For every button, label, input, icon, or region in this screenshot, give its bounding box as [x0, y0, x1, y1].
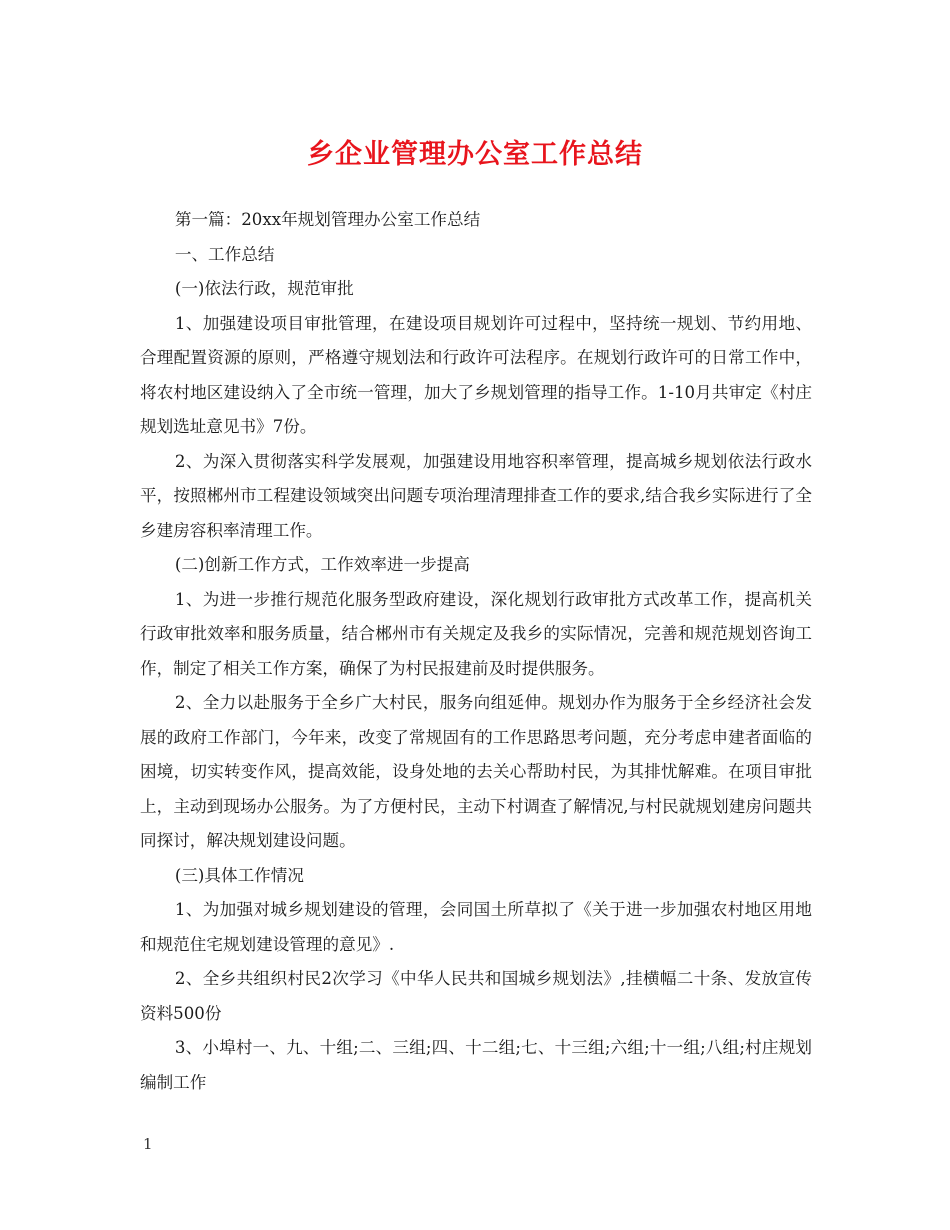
document-title: 乡企业管理办公室工作总结 — [307, 139, 643, 170]
body-paragraph: 1、加强建设项目审批管理，在建设项目规划许可过程中，坚持统一规划、节约用地、合理配置资源的原则，严格遵守规划法和行政许可法程序。在规划行政许可的日常工作中，将农村地区建设纳入了全市统一管理，加大了乡规划管理的指导工作。1-10月共审定《村庄规划选址意见书》7份。 — [140, 313, 812, 436]
body-paragraph: 1、为加强对城乡规划建设的管理，会同国土所草拟了《关于进一步加强农村地区用地和规范住宅规划建设管理的意见》. — [140, 900, 812, 954]
body-paragraph: 2、为深入贯彻落实科学发展观，加强建设用地容积率管理，提高城乡规划依法行政水平，按照郴州市工程建设领域突出问题专项治理清理排查工作的要求,结合我乡实际进行了全乡建房容积率清理工作。 — [140, 451, 812, 540]
subsection-heading-1: (一)依法行政，规范审批 — [174, 279, 354, 298]
body-paragraph: 2、全乡共组织村民2次学习《中华人民共和国城乡规划法》,挂横幅二十条、发放宣传资料500份 — [140, 969, 812, 1023]
subsection-heading-3: (三)具体工作情况 — [174, 865, 304, 885]
body-paragraph: 1、为进一步推行规范化服务型政府建设，深化规划行政审批方式改革工作，提高机关行政审批效率和服务质量，结合郴州市有关规定及我乡的实际情况，完善和规范规划咨询工作，制定了相关工作方案，确保了为村民报建前及时提供服务。 — [140, 589, 812, 678]
page-number: 1 — [143, 1135, 153, 1153]
document-body — [140, 203, 812, 1100]
body-paragraph: 2、全力以赴服务于全乡广大村民，服务向组延伸。规划办作为服务于全乡经济社会发展的政府工作部门，今年来，改变了常规固有的工作思路思考问题，充分考虑申建者面临的困境，切实转变作风，提高效能，设身处地的去关心帮助村民，为其排忧解难。在项目审批上，主动到现场办公服务。为了方便村民，主动下村调查了解情况,与村民就规划建房问题共同探讨，解决规划建设问题。 — [140, 693, 812, 850]
section-heading-work-summary: 一、工作总结 — [174, 244, 275, 264]
subsection-heading-2: (二)创新工作方式，工作效率进一步提高 — [174, 555, 470, 574]
body-paragraph: 3、小埠村一、九、十组;二、三组;四、十二组;七、十三组;六组;十一组;八组;村庄规划编制工作 — [140, 1038, 812, 1092]
section-heading-part-one: 第一篇：20xx年规划管理办公室工作总结 — [174, 210, 481, 229]
